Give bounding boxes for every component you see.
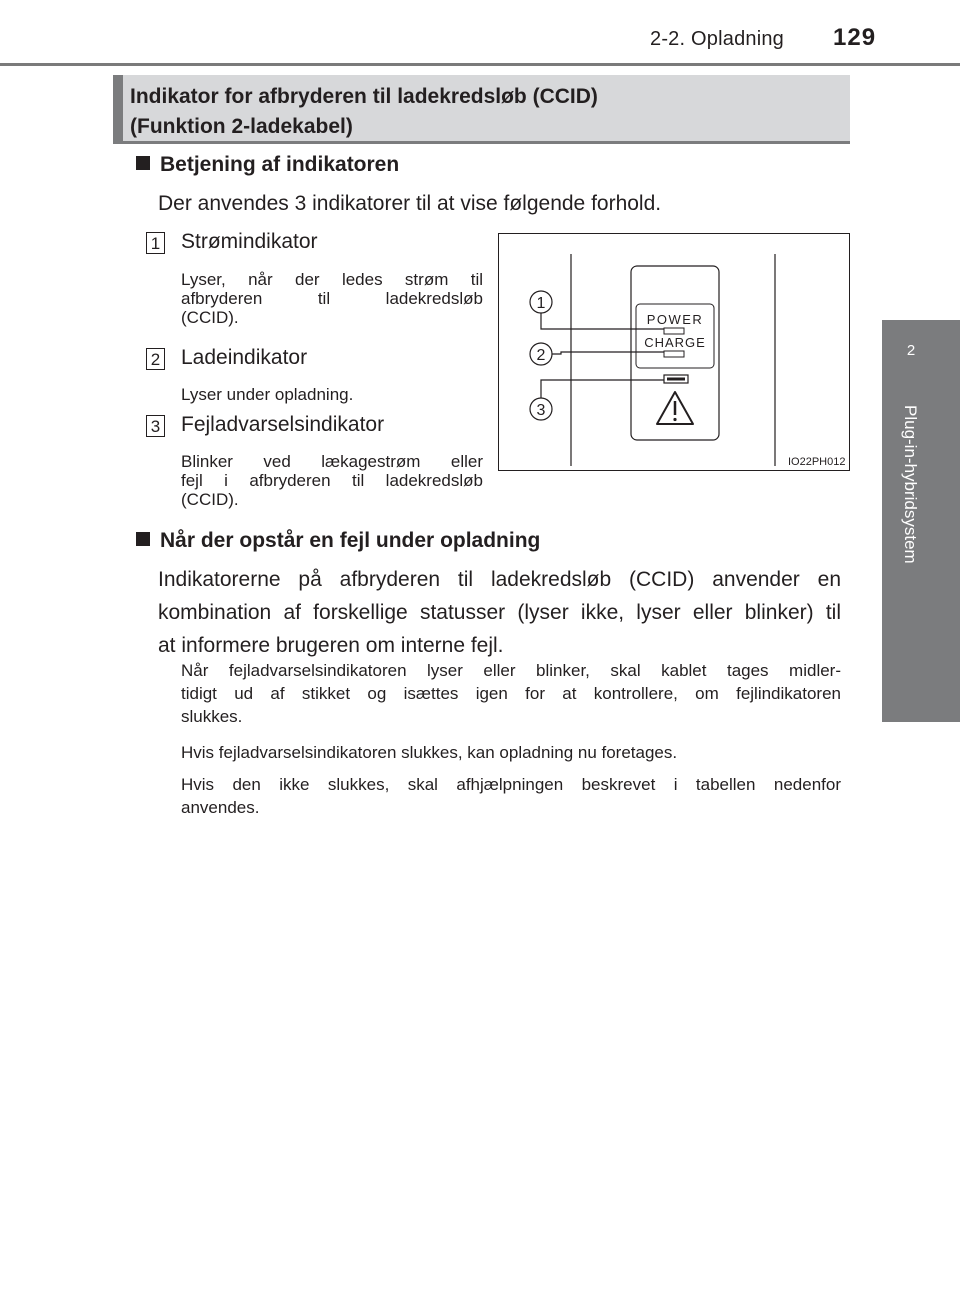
item-desc-1-line: Lyser, når der ledes strøm til bbox=[181, 270, 483, 289]
callout-3-text: 3 bbox=[536, 402, 546, 419]
section-2-para-1 bbox=[181, 659, 841, 728]
section-2-intro-line: at informere brugeren om interne fejl. bbox=[158, 634, 504, 657]
section-heading-2-text: Når der opstår en fejl under opladning bbox=[160, 529, 541, 552]
item-desc-3 bbox=[181, 452, 483, 509]
title-line-2: (Funktion 2-ladekabel) bbox=[130, 115, 353, 138]
callout-2-text: 2 bbox=[536, 347, 546, 364]
chapter-number: 2 bbox=[906, 342, 916, 359]
section-heading-1 bbox=[136, 153, 399, 177]
para-1-line: Når fejladvarselsindikatoren lyser eller blinker, skal kablet tages midler- bbox=[181, 661, 841, 680]
item-desc-3-line: Blinker ved lækagestrøm eller bbox=[181, 452, 483, 471]
charge-label: CHARGE bbox=[644, 335, 706, 350]
fault-lamp-inner bbox=[667, 378, 685, 381]
section-2-intro-line: kombination af forskellige statusser (lyser ikke, lyser eller blinker) til bbox=[158, 601, 841, 624]
chapter-label: Plug-in-hybridsystem bbox=[901, 405, 920, 564]
power-label: POWER bbox=[646, 312, 704, 327]
chapter-tab bbox=[882, 320, 960, 722]
item-title-2: Ladeindikator bbox=[181, 346, 308, 369]
para-3-line: anvendes. bbox=[181, 798, 260, 817]
header-rule bbox=[0, 63, 960, 66]
page-number: 129 bbox=[833, 24, 877, 51]
title-accent-bar bbox=[113, 75, 123, 141]
section-heading-2 bbox=[136, 529, 540, 553]
section-2-intro-line: Indikatorerne på afbryderen til ladekredsløb (CCID) anvender en bbox=[158, 568, 841, 591]
section-heading-1-text: Betjening af indikatoren bbox=[160, 153, 400, 176]
section-2-para-2: Hvis fejladvarselsindikatoren slukkes, kan opladning nu foretages. bbox=[181, 743, 678, 762]
item-title-3: Fejladvarselsindikator bbox=[181, 413, 385, 436]
callout-1-text: 1 bbox=[536, 295, 546, 312]
item-desc-1 bbox=[181, 270, 483, 327]
item-desc-1-line: afbryderen til ladekredsløb bbox=[181, 289, 483, 308]
para-1-line: slukkes. bbox=[181, 707, 243, 726]
item-desc-3-line: (CCID). bbox=[181, 490, 239, 509]
item-desc-1-line: (CCID). bbox=[181, 308, 239, 327]
ccid-illustration bbox=[499, 234, 849, 470]
title-line-1: Indikator for afbryderen til ladekredsløb (CCID) bbox=[130, 85, 598, 108]
item-desc-3-line: fejl i afbryderen til ladekredsløb bbox=[181, 471, 483, 490]
page-title bbox=[130, 82, 598, 142]
square-bullet-icon bbox=[136, 156, 150, 170]
item-desc-2: Lyser under opladning. bbox=[181, 385, 354, 404]
figure-code: IO22PH012 bbox=[788, 456, 846, 468]
section-1-intro: Der anvendes 3 indikatorer til at vise følgende forhold. bbox=[158, 192, 662, 215]
para-1-line: tidigt ud af stikket og isættes igen for at kontrollere, om fejlindikatoren bbox=[181, 684, 841, 703]
square-bullet-icon bbox=[136, 532, 150, 546]
item-number-2: 2 bbox=[146, 348, 165, 370]
charge-indicator-lamp bbox=[664, 351, 684, 357]
section-2-para-3 bbox=[181, 773, 841, 819]
section-2-intro bbox=[158, 563, 841, 662]
item-number-3: 3 bbox=[146, 415, 165, 437]
item-number-1: 1 bbox=[146, 232, 165, 254]
section-header: 2-2. Opladning bbox=[650, 28, 785, 50]
para-3-line: Hvis den ikke slukkes, skal afhjælpningen beskrevet i tabellen nedenfor bbox=[181, 775, 841, 794]
ccid-figure bbox=[498, 233, 850, 471]
power-indicator-lamp bbox=[664, 328, 684, 334]
item-title-1: Strømindikator bbox=[181, 230, 318, 253]
